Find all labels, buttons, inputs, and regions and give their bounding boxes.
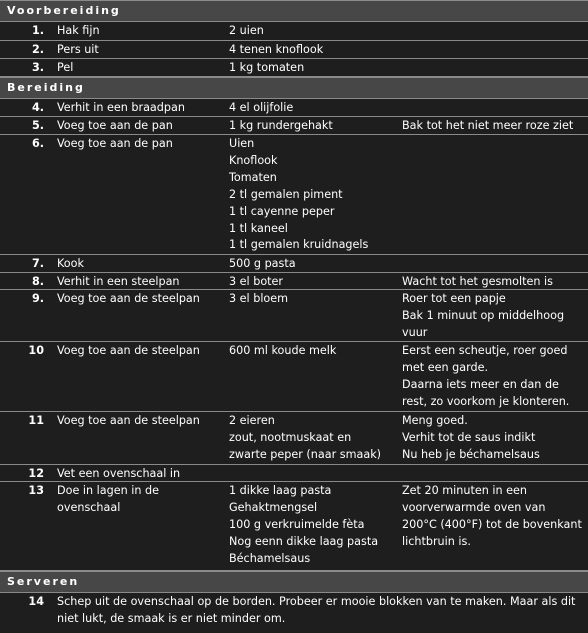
step-number: 8. bbox=[31, 275, 44, 288]
table-row bbox=[0, 290, 588, 342]
step-notes: Meng goed. Verhit tot de saus indikt Nu heb je béchamelsaus bbox=[402, 414, 540, 461]
step-action: Vet een ovenschaal in bbox=[57, 467, 181, 480]
step-action: Pers uit bbox=[57, 43, 99, 56]
step-ingredients: Uien Knoflook Tomaten 2 tl gemalen piment 1 tl cayenne peper 1 tl kaneel 1 tl gemalen kruidnagels bbox=[229, 137, 369, 252]
step-number: 12 bbox=[28, 467, 44, 480]
step-action: Verhit in een steelpan bbox=[57, 275, 180, 288]
step-number: 9. bbox=[31, 292, 44, 305]
step-notes: Wacht tot het gesmolten is bbox=[402, 275, 553, 288]
step-number: 3. bbox=[31, 61, 44, 74]
step-ingredients: 1 kg rundergehakt bbox=[229, 119, 333, 132]
step-number: 14 bbox=[28, 595, 44, 608]
step-notes: Eerst een scheutje, roer goed met een garde. Daarna iets meer en dan de rest, zo voorkom je klonteren. bbox=[402, 344, 570, 408]
step-ingredients: 2 eieren zout, nootmuskaat en zwarte peper (naar smaak) bbox=[229, 414, 382, 461]
section-header-bereiding: Bereiding bbox=[0, 77, 588, 99]
step-action: Verhit in een braadpan bbox=[57, 101, 185, 114]
table-row bbox=[0, 255, 588, 273]
table-row bbox=[0, 342, 588, 412]
step-action: Hak fijn bbox=[57, 24, 100, 37]
table-row bbox=[0, 117, 588, 135]
step-number: 10 bbox=[28, 344, 44, 357]
step-action: Kook bbox=[57, 257, 84, 270]
table-row bbox=[0, 412, 588, 465]
step-ingredients: 2 uien bbox=[229, 24, 264, 37]
step-ingredients: 500 g pasta bbox=[229, 257, 296, 270]
step-action: Voeg toe aan de pan bbox=[57, 137, 173, 150]
step-action: Voeg toe aan de steelpan bbox=[57, 292, 200, 305]
step-ingredients: 600 ml koude melk bbox=[229, 344, 337, 357]
step-ingredients: 3 el bloem bbox=[229, 292, 289, 305]
table-row bbox=[0, 273, 588, 290]
step-ingredients: 3 el boter bbox=[229, 275, 284, 288]
step-description: Schep uit de ovenschaal op de borden. Probeer er mooie blokken van te maken. Maar als dit niet lukt, de smaak is er niet minder om. bbox=[57, 595, 576, 625]
step-ingredients: 1 dikke laag pasta Gehaktmengsel 100 g verkruimelde fèta Nog eenn dikke laag pasta Béchamelsaus bbox=[229, 484, 379, 565]
table-row bbox=[0, 22, 588, 41]
step-notes: Bak tot het niet meer roze ziet bbox=[402, 119, 574, 132]
step-ingredients: 1 kg tomaten bbox=[229, 61, 305, 74]
table-row bbox=[0, 41, 588, 59]
step-ingredients: 4 el olijfolie bbox=[229, 101, 294, 114]
step-number: 4. bbox=[31, 101, 44, 114]
section-header-voorbereiding: Voorbereiding bbox=[0, 0, 588, 22]
table-row bbox=[0, 593, 588, 633]
step-number: 6. bbox=[31, 137, 44, 150]
table-row bbox=[0, 135, 588, 255]
step-number: 1. bbox=[31, 24, 44, 37]
step-action: Doe in lagen in de ovenschaal bbox=[57, 484, 159, 514]
step-action: Voeg toe aan de pan bbox=[57, 119, 173, 132]
step-action: Pel bbox=[57, 61, 74, 74]
step-action: Voeg toe aan de steelpan bbox=[57, 344, 200, 357]
table-row bbox=[0, 99, 588, 117]
step-notes: Zet 20 minuten in een voorverwarmde oven van 200°C (400°F) tot de bovenkant lichtbruin is. bbox=[402, 484, 582, 548]
step-number: 7. bbox=[31, 257, 44, 270]
step-number: 5. bbox=[31, 119, 44, 132]
step-ingredients: 4 tenen knoflook bbox=[229, 43, 324, 56]
section-header-serveren: Serveren bbox=[0, 571, 588, 593]
table-row bbox=[0, 482, 588, 571]
table-row bbox=[0, 465, 588, 482]
step-notes: Roer tot een papje Bak 1 minuut op middelhoog vuur bbox=[402, 292, 565, 339]
step-action: Voeg toe aan de steelpan bbox=[57, 414, 200, 427]
step-number: 2. bbox=[31, 43, 44, 56]
step-number: 13 bbox=[28, 484, 44, 497]
table-row bbox=[0, 59, 588, 77]
step-number: 11 bbox=[28, 414, 44, 427]
